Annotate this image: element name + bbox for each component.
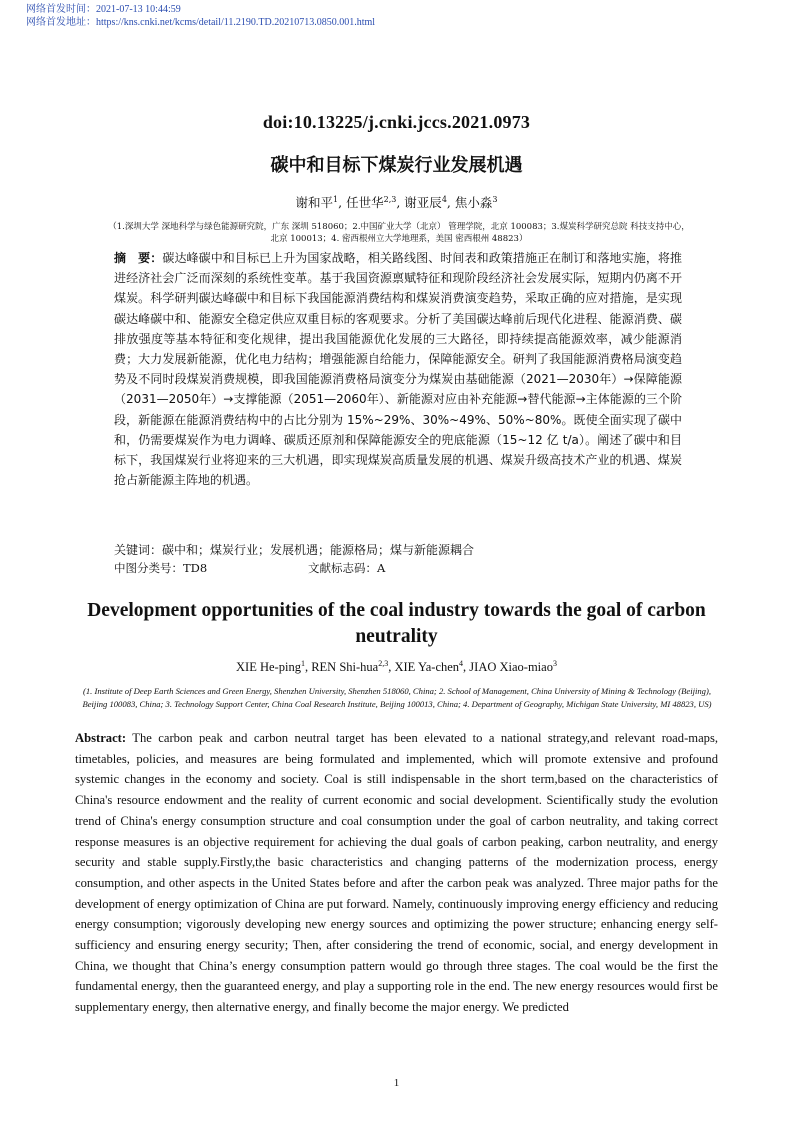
publish-url-label: 网络首发地址： <box>26 17 96 28</box>
author-cn-sup: 3 <box>492 194 498 204</box>
publish-time-value: 2021-07-13 10:44:59 <box>96 4 181 15</box>
title-en: Development opportunities of the coal industry towards the goal of carbon neutrality <box>87 600 706 647</box>
publish-url-link[interactable]: https://kns.cnki.net/kcms/detail/11.2190.TD.20210713.0850.001.html <box>96 17 376 28</box>
publish-time-line <box>26 3 181 16</box>
author-cn-sup: 1 <box>333 194 339 204</box>
author-en-sup: 4 <box>459 659 464 668</box>
classification-cn <box>114 560 682 576</box>
author-en-sup: 1 <box>300 659 305 668</box>
abstract-cn-label: 摘 要： <box>114 251 163 265</box>
abstract-en-label: Abstract: <box>75 731 127 745</box>
page-number: 1 <box>393 1077 400 1089</box>
affiliation-cn: （1.深圳大学 深地科学与绿色能源研究院，广东 深圳 518060；2.中国矿业大学（北京） 管理学院，北京 100083；3.煤炭科学研究总院 科技支持中心，北京 100013；4. 密西根州立大学地理系，美国 密西根州 48823） <box>108 222 690 244</box>
author-en-sup: 2,3 <box>378 659 389 668</box>
author-en: XIE Ya-chen <box>394 660 460 675</box>
publish-url-line <box>26 16 375 29</box>
doi: doi:10.13225/j.cnki.jccs.2021.0973 <box>262 112 531 132</box>
abstract-cn <box>114 248 682 490</box>
authors-en: XIE He-ping$^1$, REN Shi-hua$^{2,3}$, XIE Ya-chen$^4$, JIAO Xiao-miao$^3$ <box>236 659 557 675</box>
author-cn-sup: 4 <box>441 194 447 204</box>
author-cn: 任世华 <box>346 195 384 210</box>
publish-time-label: 网络首发时间： <box>26 4 96 15</box>
author-cn: 谢和平 <box>295 195 334 210</box>
keywords-cn <box>114 541 682 559</box>
document-code <box>308 560 385 576</box>
abstract-en <box>75 728 718 1018</box>
author-en: REN Shi-hua <box>311 660 379 675</box>
doc-value: A <box>377 561 386 575</box>
author-en-sup: 3 <box>552 659 557 668</box>
affiliation-en: (1. Institute of Deep Earth Sciences and Green Energy, Shenzhen University, Shenzhen 518060, China; 2. School of Management, China University of Mining & Technology (Beijing), Beijing 100083, China; 3. Technology Support Center, China Coal Research Institute, Beijing 100013, China; 4. Department of Geography, Michigan State University, MI 48823, US) <box>82 686 712 709</box>
author-cn-sup: 2,3 <box>383 194 397 204</box>
author-en: JIAO Xiao-miao <box>469 660 553 675</box>
keywords-cn-label: 关键词： <box>114 543 163 557</box>
author-en: XIE He-ping <box>236 660 301 675</box>
clc-value: TD8 <box>183 561 208 575</box>
author-cn: 焦小淼 <box>454 195 493 210</box>
doc-label: 文献标志码： <box>308 561 377 575</box>
authors-cn: 谢和平$^1$, 任世华$^{2,3}$, 谢亚辰$^4$, 焦小淼$^3$ <box>295 194 498 210</box>
keywords-cn-text: 碳中和；煤炭行业；发展机遇；能源格局；煤与新能源耦合 <box>162 543 475 557</box>
author-cn: 谢亚辰 <box>404 195 442 210</box>
title-cn: 碳中和目标下煤炭行业发展机遇 <box>270 155 523 176</box>
clc-label: 中图分类号： <box>114 561 183 575</box>
abstract-en-text: The carbon peak and carbon neutral target has been elevated to a national strategy,and relevant road-maps, timetables, policies, and measures are being formulated and implemented, which will promote extensive and profound systemic changes in the economy and society. Coal is still indispensable in the short term,based on the characteristics of China's resource endowment and the reality of current economic and social development. Scientifically study the evolution trend of China's energy consumption structure and coal consumption under the goal of carbon neutrality, and taking correct response measures is an objective requirement for achieving the dual goals of carbon peaking, carbon neutrality, and energy security and stable supply.Firstly,the basic characteristics and changing patterns of the modernization process, energy consumption, and other aspects in the United States before and after the carbon peak was analyzed. Three major paths for the development of energy optimization of China are put forward. Namely, continuously improving energy efficiency and reducing energy consumption; vigorously developing new energy sources and optimizing the power structure; enhancing energy self-sufficiency and ensuring energy security; Then, after considering the trend of economic, social, and energy development in China, we thought that China’s energy consumption pattern would go through three stages. The coal would be the first the fundamental energy, then the guaranteed energy, and play a supporting role in the end. The new energy resources would first be supplementary energy, then alternative energy, and finally become the major energy. We predicted <box>75 731 718 1015</box>
abstract-cn-text: 碳达峰碳中和目标已上升为国家战略，相关路线图、时间表和政策措施正在制订和落地实施，将推进经济社会广泛而深刻的系统性变革。基于我国资源禀赋特征和现阶段经济社会发展实际，短期内仍离不开煤炭。科学研判碳达峰碳中和目标下我国能源消费结构和煤炭消费演变趋势，采取正确的应对措施，是实现碳达峰碳中和、能源安全稳定供应双重目标的客观要求。分析了美国碳达峰前后现代化进程、能源消费、碳排放强度等基本特征和变化规律，提出我国能源优化发展的三大路径，即持续提高能源效率，减少能源消费；大力发展新能源，优化电力结构；增强能源自给能力，保障能源安全。研判了我国能源消费格局演变趋势及不同时段煤炭消费规模，即我国能源消费格局演变分为煤炭由基础能源（2021—2030年）→保障能源（2031—2050年）→支撑能源（2051—2060年）、新能源对应由补充能源→替代能源→主体能源的三个阶段，新能源在能源消费结构中的占比分别为 15%~29%、30%~49%、50%~80%。既使全面实现了碳中和，仍需要煤炭作为电力调峰、碳质还原剂和保障能源安全的兜底能源（15~12 亿 t/a）。阐述了碳中和目标下，我国煤炭行业将迎来的三大机遇，即实现煤炭高质量发展的机遇、煤炭升级高技术产业的机遇、煤炭抢占新能源主阵地的机遇。 <box>114 251 682 488</box>
